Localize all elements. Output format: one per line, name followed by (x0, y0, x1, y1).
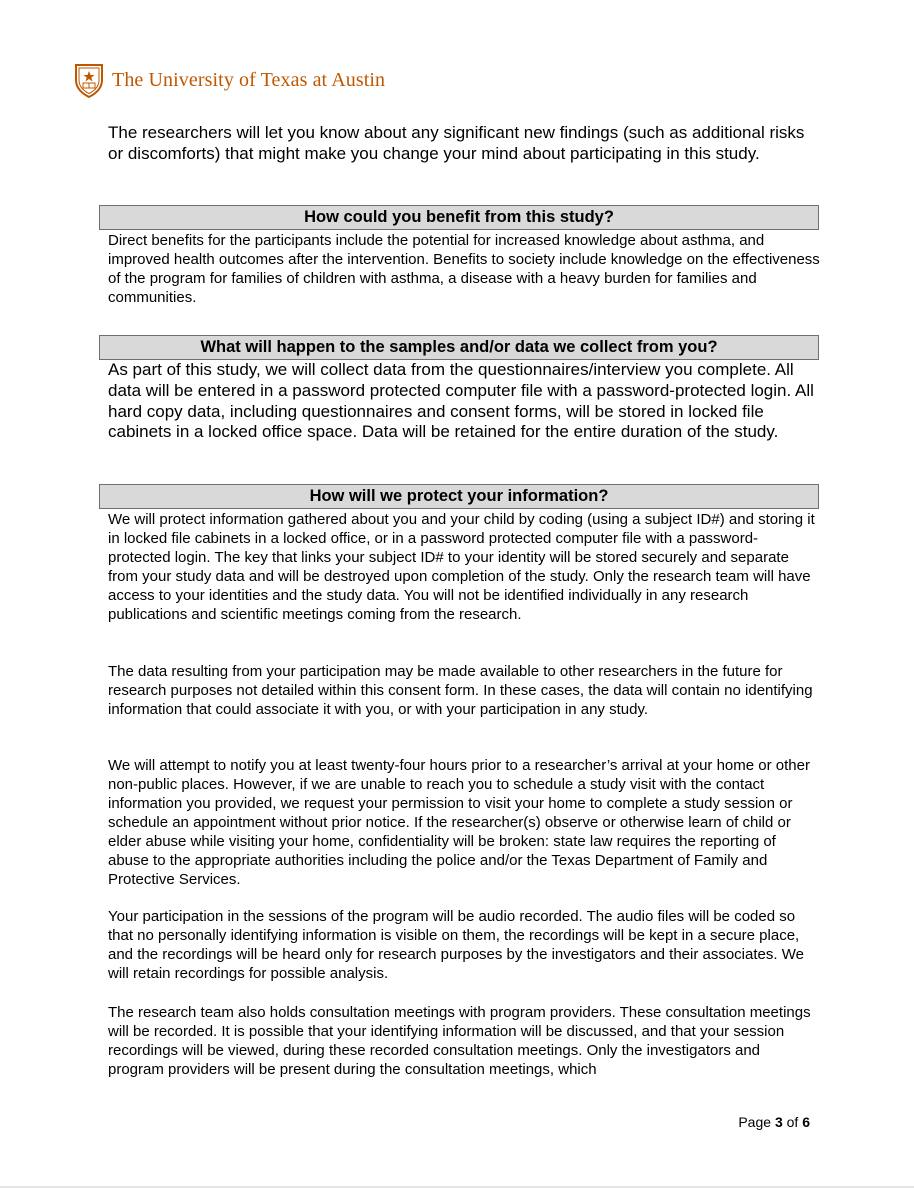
protect-section-heading: How will we protect your information? (99, 484, 819, 509)
intro-paragraph: The researchers will let you know about any significant new findings (such as additional risks or discomforts) that might make you change your mind about participating in this study. (108, 123, 805, 163)
institution-name: The University of Texas at Austin (112, 68, 386, 91)
current-page: 3 (774, 1114, 783, 1130)
total-pages: 6 (802, 1114, 810, 1130)
benefit-section-heading: How could you benefit from this study? (99, 205, 819, 230)
university-logo (74, 61, 385, 99)
benefit-paragraph: Direct benefits for the participants include the potential for increased knowledge about asthma, and improved health outcomes after the intervention. Benefits to society include knowledge on the effectiveness of the program for families of children with asthma, a disease with a heavy burden for families and communities. (108, 232, 820, 306)
page-label: Page (738, 1114, 772, 1130)
protect-paragraph-2: The data resulting from your participation may be made available to other researchers in the future for research purposes not detailed within this consent form. In these cases, the data will contain no identifying information that could associate it with you, or with your participation in any study. (108, 663, 813, 718)
of-label: of (786, 1114, 799, 1130)
protect-paragraph-3: We will attempt to notify you at least twenty-four hours prior to a researcher’s arrival at your home or other non-public places. However, if we are unable to reach you to schedule a study visit with the contact information you provided, we request your permission to visit your home to complete a study session or schedule an appointment without prior notice. If the researcher(s) observe or otherwise learn of child or elder abuse while visiting your home, confidentiality will be broken: state law requires the reporting of abuse to the appropriate authorities including the police and/or the Texas Department of Family and Protective Services. (108, 757, 810, 888)
protect-paragraph-4: Your participation in the sessions of the program will be audio recorded. The audio files will be coded so that no personally identifying information is visible on them, the recordings will be kept in a secure place, and the recordings will be heard only for research purposes by the investigators and their associates. We will retain recordings for possible analysis. (108, 908, 804, 982)
protect-paragraph-1: We will protect information gathered about you and your child by coding (using a subject ID#) and storing it in locked file cabinets in a locked office, or in a password protected computer file with a password-protected login. The key that links your subject ID# to your identity will be stored securely and separate from your study data and will be destroyed upon completion of the study. Only the research team will have access to your identities and the study data. You will not be identified individually in any research publications and scientific meetings coming from the research. (108, 511, 815, 623)
samples-section-heading: What will happen to the samples and/or data we collect from you? (99, 335, 819, 360)
page-number (738, 1114, 810, 1130)
samples-paragraph: As part of this study, we will collect data from the questionnaires/interview you complete. All data will be entered in a password protected computer file with a password-protected login. All hard copy data, including questionnaires and consent forms, will be stored in locked file cabinets in a locked office space. Data will be retained for the entire duration of the study. (108, 360, 814, 442)
protect-paragraph-5: The research team also holds consultation meetings with program providers. These consultation meetings will be recorded. It is possible that your identifying information will be discussed, and that your session recordings will be viewed, during these recorded consultation meetings. Only the investigators and program providers will be present during the consultation meetings, which (108, 1004, 811, 1078)
ut-seal-icon (74, 62, 104, 98)
